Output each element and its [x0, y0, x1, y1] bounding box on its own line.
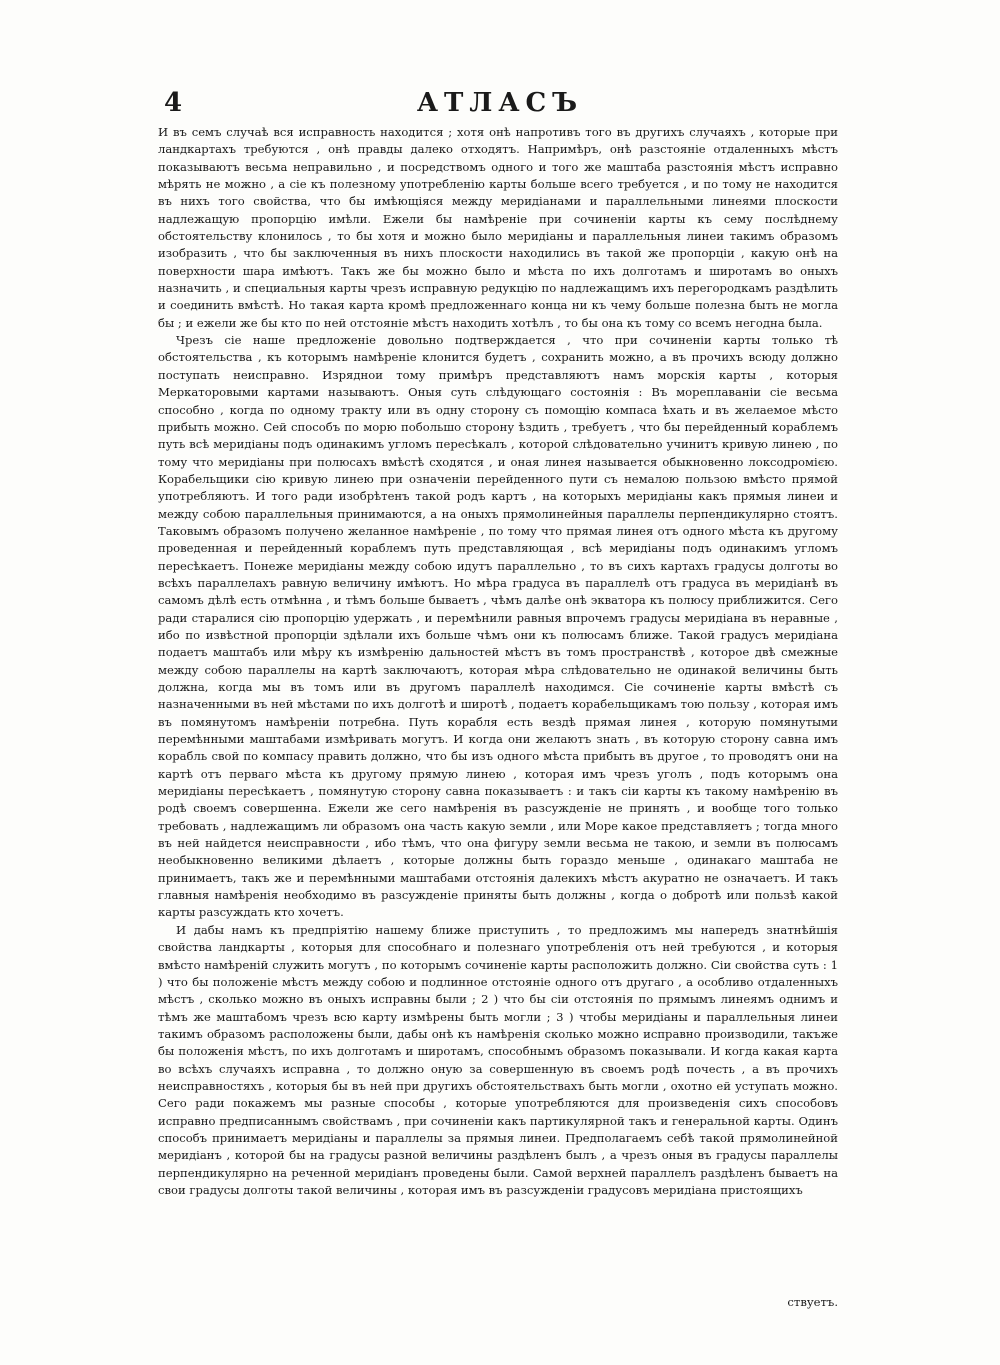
- paragraph: И въ семъ случаѣ вся исправность находится ; хотя онѣ напротивъ того въ другихъ случаяхъ , которые при ландкартахъ требуются , онѣ правды далеко отходятъ. Напримѣръ, онѣ разстояніе отдаленныхъ мѣстъ показываютъ весьма неправильно , и посредствомъ одного и того же маштаба разстоянія мѣстъ исправно мѣрять не можно , а сіе къ полезному употребленію карты больше всего требуется , и по тому не находится въ нихъ того свойства, что бы имѣющіяся между меридіанами и параллельными линеями плоскости надлежащую пропорцію имѣли. Ежели бы намѣреніе при сочиненіи карты къ сему послѣднему обстоятельству клонилось , то бы хотя и можно было меридіаны и параллельныя линеи такимъ образомъ изобразить , что бы заключенныя въ нихъ плоскости находились въ такой же пропорціи , какую онѣ на поверхности шара имѣютъ. Такъ же бы можно было и мѣста по ихъ долготамъ и широтамъ во оныхъ назначить , и специальныя карты чрезъ исправную редукцію по надлежащимъ ихъ перегородкамъ раздѣлить и соединить вмѣстѣ. Но такая карта кромѣ предложеннаго конца ни къ чему больше полезна быть не могла бы ; и ежели же бы кто по ней отстояніе мѣстъ находить хотѣлъ , то бы она къ тому со всемъ негодна была.: [158, 125, 838, 330]
- page-header: [150, 86, 850, 120]
- running-title: АТЛАСЪ: [416, 88, 584, 118]
- paragraph: Чрезъ сіе наше предложеніе довольно подтверждается , что при сочиненіи карты только тѣ обстоятельства , къ которымъ намѣреніе клонится будетъ , сохранить можно, а въ прочихъ всюду должно поступать неисправно. Изряднои тому примѣръ представляютъ намъ морскія карты , которыя Меркаторовыми картами называютъ. Оныя суть слѣдующаго состоянія : Въ мореплаваніи сіе весьма способно , когда по одному тракту или въ одну сторону съ помощію компаса ѣхать и въ желаемое мѣсто прибыть можно. Сей способъ по морю побольшо сторону ѣздить , требуетъ , что бы перейденный кораблемъ путь всѣ меридіаны подъ одинакимъ угломъ пересѣкалъ , которой слѣдовательно учинитъ кривую линею , по тому что меридіаны при полюсахъ вмѣстѣ сходятся , и оная линея называется обыкновенно локсодромією. Корабельщики сію кривую линею при означеніи перейденного пути съ немалою пользою вмѣсто прямой употребляютъ. И того ради изобрѣтенъ такой родъ картъ , на которыхъ меридіаны какъ прямыя линеи и между собою параллельныя принимаются, а на оныхъ прямолинейныя параллелы перпендикулярно стоятъ. Таковымъ образомъ получено желанное намѣреніе , по тому что прямая линея отъ одного мѣста къ другому проведенная и перейденный кораблемъ путь представляющая , всѣ меридіаны подъ одинакимъ угломъ пересѣкаетъ. Понеже меридіаны между собою идутъ параллельно , то въ сихъ картахъ градусы долготы во всѣхъ параллелахъ равную величину имѣютъ. Но мѣра градуса въ параллелѣ отъ градуса въ меридіанѣ въ самомъ дѣлѣ есть отмѣнна , и тѣмъ больше бываетъ , чѣмъ далѣе онѣ экватора къ полюсу приближится. Сего ради старалися сію пропорцію удержать , и перемѣнили равныя впрочемъ градусы меридіана въ неравные , ибо по извѣстной пропорціи здѣлали ихъ больше чѣмъ они къ полюсамъ ближе. Такой градусъ меридіана подаетъ маштабъ или мѣру къ измѣренію дальностей мѣстъ въ томъ пространствѣ , которое двѣ смежные между собою параллелы на картѣ заключаютъ, которая мѣра слѣдовательно не одинакой величины быть должна, когда мы въ томъ или въ другомъ параллелѣ находимся. Сіе сочиненіе карты вмѣстѣ съ назначенными въ ней мѣстами по ихъ долготѣ и широтѣ , подаетъ корабельщикамъ тою пользу , которая имъ въ помянутомъ намѣреніи потребна. Путь корабля есть вездѣ прямая линея , которую помянутыми перемѣнными маштабами измѣривать могутъ. И когда они желаютъ знать , въ которую сторону савна имъ корабль свой по компасу править должно, что бы изъ одного мѣста прибыть въ другое , то проводятъ они на картѣ отъ перваго мѣста къ другому прямую линею , которая имъ чрезъ уголъ , подъ которымъ она меридіаны пересѣкаетъ , помянутую сторону савна показываетъ : и такъ сіи карты къ такому намѣренію въ родѣ своемъ совершенна. Ежели же сего намѣренія въ разсужденіе не принять , и вообще того только требовать , надлежащимъ ли образомъ она часть какую земли , или Море какое представляетъ ; тогда много въ ней найдется неисправности , ибо тѣмъ, что она фигуру земли весьма не такою, и земли въ полюсамъ необыкновенно великими дѣлаетъ , которые должны быть гораздо меньше , одинакаго маштаба не принимаетъ, такъ же и перемѣнными маштабами отстоянія далекихъ мѣстъ акуратно не означаетъ. И такъ главныя намѣренія необходимо въ разсужденіе приняты быть должны , когда о добротѣ или пользѣ какой карты разсуждать кто хочетъ.: [158, 333, 838, 920]
- catchword: ствуетъ.: [787, 1295, 838, 1309]
- paragraph: И дабы намъ къ предпріятію нашему ближе приступить , то предложимъ мы напередъ знатнѣйшія свойства ландкарты , которыя для способнаго и полезнаго употребленія отъ ней требуются , и которыя вмѣсто намѣреній служить могутъ , по которымъ сочиненіе карты расположить должно. Сіи свойства суть : 1 ) что бы положеніе мѣстъ между собою и подлинное отстояніе одного отъ другаго , а особливо отдаленныхъ мѣстъ , сколько можно въ оныхъ исправны были ; 2 ) что бы сіи отстоянія по прямымъ линеямъ однимъ и тѣмъ же маштабомъ чрезъ всю карту измѣрены быть могли ; 3 ) чтобы меридіаны и параллельныя линеи такимъ образомъ расположены были, дабы онѣ къ намѣренія сколько можно исправно производили, такъже бы положенія мѣстъ, по ихъ долготамъ и широтамъ, способнымъ образомъ показывали. И когда какая карта во всѣхъ случаяхъ исправна , то должно оную за совершенную въ своемъ родѣ почесть , а въ прочихъ неисправностяхъ , которыя бы въ ней при другихъ обстоятельствахъ быть могли , охотно ей уступать можно. Сего ради покажемъ мы разные способы , которые употребляются для произведенія сихъ способовъ исправно предписаннымъ свойствамъ , при сочиненіи какъ партикулярной такъ и генеральной карты. Одинъ способъ принимаетъ меридіаны и параллелы за прямыя линеи. Предполагаемъ себѣ такой прямолинейной меридіанъ , которой бы на градусы разной величины раздѣленъ былъ , а чрезъ оныя въ градусы параллелы перпендикулярно на реченной меридіанъ проведены были. Самой верхней параллелъ раздѣленъ бываетъ на свои градусы долготы такой величины , которая имъ въ разсужденіи градусовъ меридіана пристоящихъ: [158, 922, 838, 1197]
- page-number: 4: [164, 88, 183, 118]
- body-text: [158, 124, 838, 1294]
